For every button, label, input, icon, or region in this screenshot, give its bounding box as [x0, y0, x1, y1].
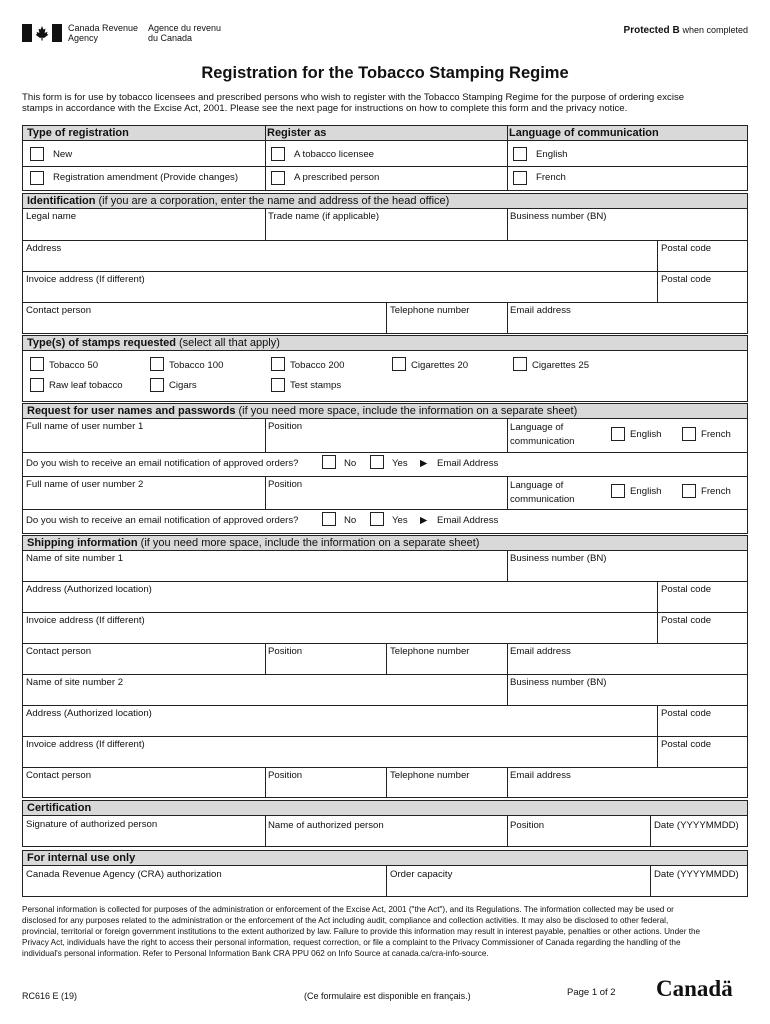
cigarettes-25-label: Cigarettes 25	[532, 360, 590, 371]
user1-name-field[interactable]: Full name of user number 1	[26, 421, 144, 432]
cigars-checkbox[interactable]	[150, 378, 164, 392]
user1-email-address-label: Email Address	[437, 458, 499, 469]
user1-english-label: English	[630, 429, 662, 440]
business-number-field[interactable]: Business number (BN)	[510, 211, 607, 222]
page-title: Registration for the Tobacco Stamping Regime	[201, 64, 569, 82]
cra-authorization-field[interactable]: Canada Revenue Agency (CRA) authorization	[26, 869, 222, 880]
user1-english-checkbox[interactable]	[611, 427, 625, 441]
postal-code-field[interactable]: Postal code	[661, 243, 712, 254]
site1-position-field[interactable]: Position	[268, 646, 303, 657]
tobacco-200-label: Tobacco 200	[290, 360, 345, 371]
tobacco-100-label: Tobacco 100	[169, 360, 224, 371]
order-capacity-field[interactable]: Order capacity	[390, 869, 453, 880]
user2-french-label: French	[701, 486, 731, 497]
site2-invoice-postal-field[interactable]: Postal code	[661, 739, 712, 750]
invoice-postal-code-field[interactable]: Postal code	[661, 274, 712, 285]
user2-english-label: English	[630, 486, 662, 497]
user1-email-address-input[interactable]	[500, 455, 744, 472]
stamps-header-band	[22, 335, 748, 351]
cigars-label: Cigars	[169, 380, 197, 391]
prescribed-person-label: A prescribed person	[294, 172, 380, 183]
user2-english-checkbox[interactable]	[611, 484, 625, 498]
cigarettes-25-checkbox[interactable]	[513, 357, 527, 371]
user2-email-no-checkbox[interactable]	[322, 512, 336, 526]
privacy-notice: Personal information is collected for purposes of the administration or enforcement of the Excise Act, 2001 ("the Act"), and its Regulations. The information collected may be used or disclosed for any purposes related to the administration or the enforcement of the Act including audit, compliance and collection activities. It may also be disclosed to other federal, provincial, territorial or foreign government institutions to the extent authorized by law. Failure to provide this information may result in interest payable, penalties or other actions. Under the Privacy Act, individuals have the right to access their personal information, request correction, or file a complaint to the Privacy Commissioner of Canada regarding the handling of the individual's personal information. Refer to Personal Information Bank CRA PPU 062 on Info Source at canada.ca/cra-info-source.	[22, 905, 701, 958]
site1-bn-field[interactable]: Business number (BN)	[510, 553, 607, 564]
language-heading: Language of communication	[509, 127, 659, 139]
government-flag-logo	[22, 24, 62, 42]
certification-date-field[interactable]: Date (YYYYMMDD)	[654, 820, 739, 831]
tobacco-50-checkbox[interactable]	[30, 357, 44, 371]
protected-b-label: Protected B when completed	[623, 25, 748, 36]
cigarettes-20-label: Cigarettes 20	[411, 360, 469, 371]
user1-email-no-checkbox[interactable]	[322, 455, 336, 469]
site2-email-field[interactable]: Email address	[510, 770, 571, 781]
shipping-heading: Shipping information (if you need more space, include the information on a separate sheet)	[27, 537, 480, 549]
intro-text: This form is for use by tobacco licensees and prescribed persons who wish to register with the Tobacco Stamping Regime for the purpose of ordering excise stamps in accordance with the Excise Act, 2001. Please see the next page for instructions on how to complete this form and the privacy notice.	[22, 92, 685, 114]
user2-email-address-label: Email Address	[437, 515, 499, 526]
user2-french-checkbox[interactable]	[682, 484, 696, 498]
register-as-heading: Register as	[267, 127, 327, 139]
french-label: French	[536, 172, 566, 183]
tobacco-50-label: Tobacco 50	[49, 360, 99, 371]
site1-name-field[interactable]: Name of site number 1	[26, 553, 124, 564]
contact-person-field[interactable]: Contact person	[26, 305, 92, 316]
signature-field[interactable]: Signature of authorized person	[26, 819, 158, 830]
certification-header-band	[22, 800, 748, 816]
site1-invoice-field[interactable]: Invoice address (If different)	[26, 615, 145, 626]
user1-email-question: Do you wish to receive an email notification of approved orders?	[26, 458, 299, 469]
site2-address-field[interactable]: Address (Authorized location)	[26, 708, 152, 719]
address-field[interactable]: Address	[26, 243, 62, 254]
french-checkbox[interactable]	[513, 171, 527, 185]
identification-heading: Identification (if you are a corporation, enter the name and address of the head office)	[27, 195, 450, 207]
agency-name-en: Canada Revenue Agency	[68, 23, 139, 43]
stamps-section	[22, 350, 748, 402]
user1-french-label: French	[701, 429, 731, 440]
form-id: RC616 E (19)	[22, 991, 78, 1001]
cigarettes-20-checkbox[interactable]	[392, 357, 406, 371]
canada-wordmark: Canadä	[656, 976, 733, 1001]
site2-invoice-field[interactable]: Invoice address (If different)	[26, 739, 145, 750]
site1-invoice-postal-field[interactable]: Postal code	[661, 615, 712, 626]
french-availability-note: (Ce formulaire est disponible en français.)	[304, 991, 471, 1001]
raw-leaf-tobacco-label: Raw leaf tobacco	[49, 380, 123, 391]
authorized-name-field[interactable]: Name of authorized person	[268, 820, 384, 831]
internal-header-band	[22, 850, 748, 866]
test-stamps-checkbox[interactable]	[271, 378, 285, 392]
telephone-field[interactable]: Telephone number	[390, 305, 470, 316]
test-stamps-label: Test stamps	[290, 380, 342, 391]
prescribed-person-checkbox[interactable]	[271, 171, 285, 185]
certification-heading: Certification	[27, 802, 92, 814]
site2-phone-field[interactable]: Telephone number	[390, 770, 470, 781]
site1-email-field[interactable]: Email address	[510, 646, 571, 657]
amendment-label: Registration amendment (Provide changes)	[53, 172, 239, 183]
users-heading: Request for user names and passwords (if you need more space, include the information on a separate sheet)	[27, 405, 578, 417]
user2-yes-label: Yes	[392, 515, 408, 526]
registration-header-band	[22, 125, 748, 141]
new-label: New	[53, 149, 73, 160]
tobacco-licensee-label: A tobacco licensee	[294, 149, 375, 160]
internal-use-heading: For internal use only	[27, 852, 136, 864]
user1-language-label: Language of communication	[510, 422, 575, 447]
english-label: English	[536, 149, 568, 160]
user1-french-checkbox[interactable]	[682, 427, 696, 441]
site1-postal-field[interactable]: Postal code	[661, 584, 712, 595]
user2-name-field[interactable]: Full name of user number 2	[26, 479, 144, 490]
user2-position-field[interactable]: Position	[268, 479, 303, 490]
page-number: Page 1 of 2	[567, 987, 616, 998]
user2-email-address-input[interactable]	[500, 512, 744, 529]
shipping-header-band	[22, 535, 748, 551]
user2-language-label: Language of communication	[510, 480, 575, 505]
tobacco-licensee-checkbox[interactable]	[271, 147, 285, 161]
user2-no-label: No	[344, 515, 357, 526]
tobacco-100-checkbox[interactable]	[150, 357, 164, 371]
authorized-position-field[interactable]: Position	[510, 820, 545, 831]
invoice-address-field[interactable]: Invoice address (If different)	[26, 274, 145, 285]
stamps-heading: Type(s) of stamps requested (select all that apply)	[27, 337, 280, 349]
site1-address-field[interactable]: Address (Authorized location)	[26, 584, 152, 595]
trade-name-field[interactable]: Trade name (if applicable)	[268, 211, 380, 222]
user1-email-yes-checkbox[interactable]	[370, 455, 384, 469]
site2-bn-field[interactable]: Business number (BN)	[510, 677, 607, 688]
user1-yes-label: Yes	[392, 458, 408, 469]
raw-leaf-tobacco-checkbox[interactable]	[30, 378, 44, 392]
legal-name-field[interactable]: Legal name	[26, 211, 77, 222]
arrow-right-icon: ▶	[420, 458, 428, 469]
amendment-checkbox[interactable]	[30, 171, 44, 185]
user2-email-question: Do you wish to receive an email notification of approved orders?	[26, 515, 299, 526]
user2-email-yes-checkbox[interactable]	[370, 512, 384, 526]
agency-name-fr: Agence du revenu du Canada	[148, 23, 222, 43]
identification-header-band	[22, 193, 748, 209]
tobacco-200-checkbox[interactable]	[271, 357, 285, 371]
user1-position-field[interactable]: Position	[268, 421, 303, 432]
user1-no-label: No	[344, 458, 357, 469]
site2-contact-field[interactable]: Contact person	[26, 770, 92, 781]
email-field[interactable]: Email address	[510, 305, 571, 316]
site2-postal-field[interactable]: Postal code	[661, 708, 712, 719]
new-registration-checkbox[interactable]	[30, 147, 44, 161]
english-checkbox[interactable]	[513, 147, 527, 161]
site2-position-field[interactable]: Position	[268, 770, 303, 781]
arrow-right-icon: ▶	[420, 515, 428, 526]
internal-date-field[interactable]: Date (YYYYMMDD)	[654, 869, 739, 880]
users-header-band	[22, 403, 748, 419]
type-of-registration-heading: Type of registration	[27, 127, 129, 139]
site2-name-field[interactable]: Name of site number 2	[26, 677, 124, 688]
site1-contact-field[interactable]: Contact person	[26, 646, 92, 657]
site1-phone-field[interactable]: Telephone number	[390, 646, 470, 657]
